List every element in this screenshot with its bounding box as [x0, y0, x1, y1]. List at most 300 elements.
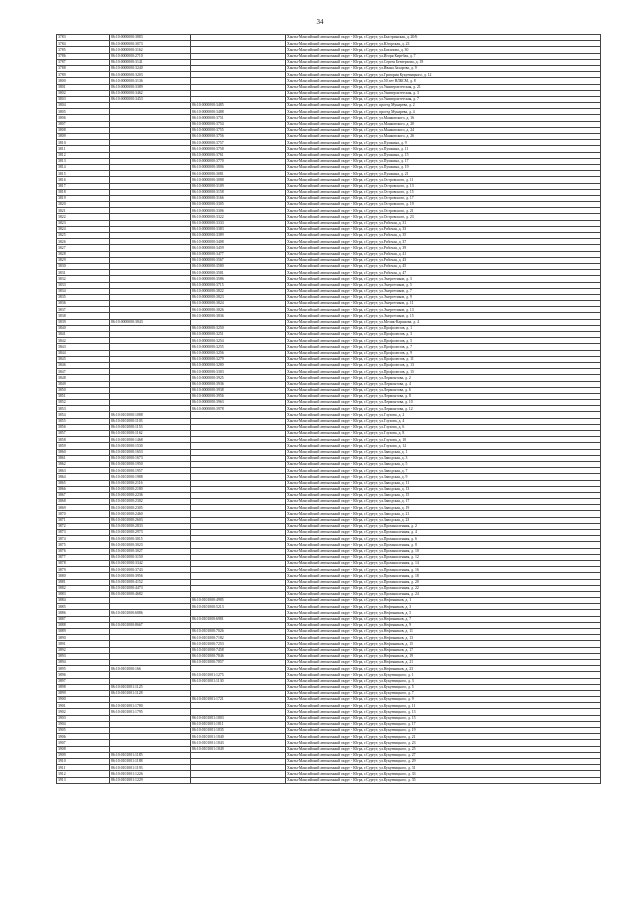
address-street: ул.Заводская, д. 19	[379, 505, 410, 510]
row-number-cell: 3893	[57, 653, 110, 659]
address-street: ул.Островского, д. 11	[379, 177, 414, 182]
address-prefix: Ханты-Мансийский автономный округ - Югра, г.Сургут,	[287, 746, 379, 751]
row-number-cell: 3880	[57, 573, 110, 579]
address-street: ул.Промышленная, д. 8	[379, 542, 417, 547]
cadastral-number-secondary-cell: 86:10:0000000:3109	[191, 183, 286, 189]
row-number-cell: 3886	[57, 610, 110, 616]
address-prefix: Ханты-Мансийский автономный округ - Югра, г.Сургут,	[287, 72, 379, 77]
address-street: ул.Пушкина, д. 19	[379, 165, 409, 170]
cadastral-number-secondary-cell: 86:10:0000000:3756	[191, 134, 286, 140]
cadastral-number-secondary-cell: 86:10:0000000:3754	[191, 121, 286, 127]
row-number-cell: 3812	[57, 152, 110, 158]
address-street: ул.Островского, д. 17	[379, 196, 414, 201]
address-prefix: Ханты-Мансийский автономный округ - Югра, г.Сургут,	[287, 462, 379, 467]
row-number-cell: 3879	[57, 567, 110, 573]
row-number-cell: 3912	[57, 771, 110, 777]
address-street: ул.Профсоюзов, д. 3	[379, 332, 413, 337]
address-street: ул.Кукуевицкого, д. 1	[379, 672, 414, 677]
address-street: ул.Лермонтова, д. 12	[379, 406, 413, 411]
cadastral-number-secondary-cell: 86:10:0000000:3251	[191, 332, 286, 338]
cadastral-number-secondary-cell: 86:10:0000000:3826	[191, 307, 286, 313]
address-street: проезд Мунарева, д. 4	[379, 109, 415, 114]
row-number-cell: 3845	[57, 356, 110, 362]
address-prefix: Ханты-Мансийский автономный округ - Югра, г.Сургут,	[287, 91, 379, 96]
row-number-cell: 3825	[57, 233, 110, 239]
address-street: ул.Бахилова, д. 30	[379, 47, 409, 52]
address-prefix: Ханты-Мансийский автономный округ - Югра, г.Сургут,	[287, 97, 379, 102]
address-prefix: Ханты-Мансийский автономный округ - Югра, г.Сургут,	[287, 759, 379, 764]
address-street: ул.Игоря Киртбая, д. 7	[379, 53, 416, 58]
row-number-cell: 3859	[57, 443, 110, 449]
address-street: ул.Университетская, д. 21	[379, 84, 421, 89]
cadastral-number-secondary-cell: 86:10:0000000:3389	[191, 233, 286, 239]
cadastral-number-cell: 86:10:0101001:1188	[110, 758, 191, 764]
row-number-cell: 3823	[57, 220, 110, 226]
cadastral-number-cell: 86:10:0101000:2180	[110, 486, 191, 492]
address-street: ул.Лермонтова, д. 10	[379, 400, 413, 405]
address-street: ул.Кукуевицкого, д. 15	[379, 716, 416, 721]
row-number-cell: 3909	[57, 752, 110, 758]
address-prefix: Ханты-Мансийский автономный округ - Югра, г.Сургут,	[287, 103, 379, 108]
row-number-cell: 3866	[57, 486, 110, 492]
address-prefix: Ханты-Мансийский автономный округ - Югра, г.Сургут,	[287, 449, 379, 454]
cadastral-number-cell: 86:10:0101001:1229	[110, 777, 191, 783]
row-number-cell: 3843	[57, 344, 110, 350]
cadastral-number-secondary-cell: 86:10:0000000:3158	[191, 189, 286, 195]
cadastral-number-cell: 86:10:0101000:4682	[110, 591, 191, 597]
cadastral-number-cell: 86:10:0101000:1673	[110, 455, 191, 461]
address-prefix: Ханты-Мансийский автономный округ - Югра, г.Сургут,	[287, 357, 379, 362]
address-prefix: Ханты-Мансийский автономный округ - Югра, г.Сургут,	[287, 258, 379, 263]
cadastral-number-cell: 86:10:0101000:1653	[110, 449, 191, 455]
address-street: ул.Кукуевицкого, д. 29	[379, 759, 416, 764]
address-prefix: Ханты-Мансийский автономный округ - Югра, г.Сургут,	[287, 84, 379, 89]
cadastral-number-secondary-cell: 86:10:0000000:3256	[191, 350, 286, 356]
register-table	[56, 34, 601, 784]
row-number-cell: 3837	[57, 307, 110, 313]
cadastral-number-secondary-cell: 86:10:0000000:3254	[191, 338, 286, 344]
row-number-cell: 3889	[57, 629, 110, 635]
row-number-cell: 3830	[57, 263, 110, 269]
row-number-cell: 3831	[57, 270, 110, 276]
cadastral-number-secondary-cell: 86:10:0101001:1843	[191, 740, 286, 746]
address-prefix: Ханты-Мансийский автономный округ - Югра, г.Сургут,	[287, 480, 379, 485]
address-street: ул.Рабочая, д. 35	[379, 233, 407, 238]
address-street: ул.Промышленная, д. 22	[379, 586, 419, 591]
address-prefix: Ханты-Мансийский автономный округ - Югра, г.Сургут,	[287, 666, 379, 671]
row-number-cell: 3787	[57, 59, 110, 65]
cadastral-number-cell: 86:10:0101000:1988	[110, 474, 191, 480]
row-number-cell: 3858	[57, 437, 110, 443]
address-street: ул.Рабочая, д. 47	[379, 270, 407, 275]
row-number-cell: 3877	[57, 554, 110, 560]
row-number-cell: 3898	[57, 684, 110, 690]
address-prefix: Ханты-Мансийский автономный округ - Югра, г.Сургут,	[287, 635, 379, 640]
cadastral-number-cell: 86:10:0000000:3240	[110, 65, 191, 71]
address-prefix: Ханты-Мансийский автономный округ - Югра, г.Сургут,	[287, 412, 379, 417]
address-prefix: Ханты-Мансийский автономный округ - Югра, г.Сургут,	[287, 239, 379, 244]
address-prefix: Ханты-Мансийский автономный округ - Югра, г.Сургут,	[287, 214, 379, 219]
address-prefix: Ханты-Мансийский автономный округ - Югра, г.Сургут,	[287, 505, 379, 510]
row-number-cell: 3856	[57, 424, 110, 430]
address-prefix: Ханты-Мансийский автономный округ - Югра, г.Сургут,	[287, 270, 379, 275]
address-prefix: Ханты-Мансийский автономный округ - Югра, г.Сургут,	[287, 190, 379, 195]
address-street: ул.Островского, д. 21	[379, 208, 414, 213]
address-prefix: Ханты-Мансийский автономный округ - Югра, г.Сургут,	[287, 678, 379, 683]
address-prefix: Ханты-Мансийский автономный округ - Югра, г.Сургут,	[287, 264, 379, 269]
cadastral-number-secondary-cell: 86:10:0101001:1721	[191, 697, 286, 703]
row-number-cell: 3875	[57, 542, 110, 548]
cadastral-number-secondary-cell: 86:10:0000000:3279	[191, 356, 286, 362]
row-number-cell: 3896	[57, 672, 110, 678]
address-prefix: Ханты-Мансийский автономный округ - Югра, г.Сургут,	[287, 604, 379, 609]
cadastral-number-secondary-cell: 86:10:0000000:3806	[191, 164, 286, 170]
address-street: ул.Кукуевицкого, д. 5	[379, 685, 414, 690]
address-street: ул.Профсоюзов, д. 15	[379, 369, 414, 374]
cadastral-number-cell: 86:10:0101001:1128	[110, 690, 191, 696]
address-prefix: Ханты-Мансийский автономный округ - Югра, г.Сургут,	[287, 691, 379, 696]
row-number-cell: 3783	[57, 35, 110, 41]
cadastral-number-cell: 86:10:0000000:3073	[110, 41, 191, 47]
row-number-cell: 3884	[57, 598, 110, 604]
cadastral-number-cell: 86:10:0101000:2302	[110, 499, 191, 505]
row-number-cell: 3855	[57, 418, 110, 424]
cadastral-number-secondary-cell: 86:10:0101000:7857	[191, 659, 286, 665]
address-prefix: Ханты-Мансийский автономный округ - Югра, г.Сургут,	[287, 586, 379, 591]
address-street: ул.Нефтяников, д. 5	[379, 610, 412, 615]
row-number-cell: 3865	[57, 480, 110, 486]
address-street: ул.Заводская, д. 23	[379, 518, 410, 523]
address-prefix: Ханты-Мансийский автономный округ - Югра, г.Сургут,	[287, 245, 379, 250]
address-street: ул.Кукуевицкого, д. 27	[379, 753, 416, 758]
cadastral-number-secondary-cell: 86:10:0000000:3322	[191, 214, 286, 220]
address-prefix: Ханты-Мансийский автономный округ - Югра, г.Сургут,	[287, 623, 379, 628]
row-number-cell: 3850	[57, 387, 110, 393]
address-street: ул.Глухова, д. 2	[379, 412, 405, 417]
address-prefix: Ханты-Мансийский автономный округ - Югра, г.Сургут,	[287, 381, 379, 386]
address-prefix: Ханты-Мансийский автономный округ - Югра, г.Сургут,	[287, 728, 379, 733]
cadastral-number-secondary-cell: 86:10:0000000:3303	[191, 369, 286, 375]
address-street: ул.Рабочая, д. 37	[379, 239, 407, 244]
row-number-cell: 3900	[57, 697, 110, 703]
address-street: ул.Глухова, д. 12	[379, 443, 407, 448]
table-row	[57, 777, 601, 783]
address-street: ул.Лермонтова, д. 8	[379, 394, 411, 399]
cadastral-number-cell: 86:10:0000000:3883	[110, 35, 191, 41]
address-street: ул.Заводская, д. 3	[379, 456, 408, 461]
row-number-cell: 3828	[57, 251, 110, 257]
row-number-cell: 3860	[57, 449, 110, 455]
row-number-cell: 3894	[57, 659, 110, 665]
address-street: ул.Рабочая, д. 41	[379, 251, 407, 256]
cadastral-number-cell: 86:10:0101000:2460	[110, 511, 191, 517]
cadastral-number-secondary-cell: 86:10:0000000:3459	[191, 245, 286, 251]
row-number-cell: 3842	[57, 338, 110, 344]
address-street: ул.Заводская, д. 9	[379, 474, 408, 479]
address-street: ул.Профсоюзов, д. 13	[379, 363, 414, 368]
cadastral-number-cell: 86:10:0101000:1957	[110, 468, 191, 474]
address-prefix: Ханты-Мансийский автономный округ - Югра, г.Сургут,	[287, 375, 379, 380]
address-prefix: Ханты-Мансийский автономный округ - Югра, г.Сургут,	[287, 709, 379, 714]
cadastral-number-secondary-cell: 86:10:0000000:3383	[191, 226, 286, 232]
row-number-cell: 3784	[57, 41, 110, 47]
row-number-cell: 3913	[57, 777, 110, 783]
cadastral-number-secondary-cell: 86:10:0000000:3823	[191, 294, 286, 300]
cadastral-number-cell: 86:10:0101000:6886	[110, 610, 191, 616]
address-prefix: Ханты-Мансийский автономный округ - Югра, г.Сургут,	[287, 400, 379, 405]
address-street: ул.Пушкина, д. 21	[379, 171, 409, 176]
row-number-cell: 3836	[57, 301, 110, 307]
address-street: ул.Университетская, д. 7	[379, 97, 419, 102]
cadastral-number-secondary-cell: 86:10:0101001:1835	[191, 728, 286, 734]
cadastral-number-secondary-cell: 86:10:0000000:3938	[191, 387, 286, 393]
row-number-cell: 3901	[57, 703, 110, 709]
address-street: ул.Энергетиков, д. 5	[379, 282, 412, 287]
address-street: ул.Кукуевицкого, д. 17	[379, 722, 416, 727]
address-prefix: Ханты-Мансийский автономный округ - Югра, г.Сургут,	[287, 128, 379, 133]
cadastral-number-cell: 86:10:0101000:2305	[110, 505, 191, 511]
cadastral-number-secondary-cell: 86:10:0000000:3255	[191, 344, 286, 350]
row-number-cell: 3820	[57, 202, 110, 208]
address-street: ул.Лермонтова, д. 4	[379, 381, 411, 386]
cadastral-number-secondary-cell: 86:10:0000000:3770	[191, 158, 286, 164]
cadastral-number-cell: 86:10:0000000:3843	[110, 319, 191, 325]
address-prefix: Ханты-Мансийский автономный округ - Югра, г.Сургут,	[287, 369, 379, 374]
address-street: ул.Островского, д. 19	[379, 202, 414, 207]
row-number-cell: 3851	[57, 393, 110, 399]
cadastral-number-secondary-cell: 86:10:0000000:3956	[191, 393, 286, 399]
address-prefix: Ханты-Мансийский автономный округ - Югра, г.Сургут,	[287, 419, 379, 424]
address-street: ул.Нефтяников, д. 23	[379, 666, 414, 671]
row-number-cell: 3867	[57, 492, 110, 498]
cadastral-number-secondary-cell: 86:10:0101000:7458	[191, 647, 286, 653]
address-prefix: Ханты-Мансийский автономный округ - Югра, г.Сургут,	[287, 716, 379, 721]
address-prefix: Ханты-Мансийский автономный округ - Югра, г.Сургут,	[287, 548, 379, 553]
cadastral-number-secondary-cell: 86:10:0000000:3250	[191, 325, 286, 331]
cadastral-number-cell: 86:10:0000000:3462	[110, 90, 191, 96]
cadastral-number-cell: 86:10:0101000:166	[110, 666, 191, 672]
row-number-cell: 3804	[57, 103, 110, 109]
address-street: ул.Пушкина, д. 11	[379, 146, 409, 151]
address-street: ул.Кукуевицкого, д. 3	[379, 678, 414, 683]
address-street: ул.Сергея Безверхова, д. 18	[379, 60, 424, 65]
address-street: ул.Кукуевицкого, д. 31	[379, 765, 416, 770]
cadastral-number-secondary-cell: 86:10:0000000:3580	[191, 263, 286, 269]
row-number-cell: 3813	[57, 158, 110, 164]
address-street: ул.Кукуевицкого, д. 35	[379, 777, 416, 782]
cadastral-number-secondary-cell: 86:10:0101001:1849	[191, 746, 286, 752]
address-prefix: Ханты-Мансийский автономный округ - Югра, г.Сургут,	[287, 66, 379, 71]
row-number-cell: 3800	[57, 78, 110, 84]
cadastral-number-cell: 86:10:0000000:3389	[110, 84, 191, 90]
address-prefix: Ханты-Мансийский автономный округ - Югра, г.Сургут,	[287, 437, 379, 442]
row-number-cell: 3852	[57, 400, 110, 406]
cadastral-number-cell: 86:10:0101001:1193	[110, 765, 191, 771]
row-number-cell: 3861	[57, 455, 110, 461]
address-street: ул.Кукуевицкого, д. 7	[379, 691, 414, 696]
row-number-cell: 3868	[57, 499, 110, 505]
page-number: 34	[316, 18, 324, 26]
cadastral-number-cell: 86:10:0101000:3015	[110, 536, 191, 542]
address-prefix: Ханты-Мансийский автономный округ - Югра, г.Сургут,	[287, 301, 379, 306]
address-prefix: Ханты-Мансийский автономный округ - Югра, г.Сургут,	[287, 536, 379, 541]
address-street: ул.Заводская, д. 17	[379, 499, 410, 504]
row-number-cell: 3841	[57, 332, 110, 338]
address-street: ул.Заводская, д. 5	[379, 462, 408, 467]
address-prefix: Ханты-Мансийский автономный округ - Югра, г.Сургут,	[287, 567, 379, 572]
address-street: ул.Университетская, д. 3	[379, 91, 419, 96]
row-number-cell: 3871	[57, 517, 110, 523]
cadastral-number-secondary-cell	[191, 777, 286, 783]
row-number-cell: 3808	[57, 127, 110, 133]
cadastral-number-secondary-cell: 86:10:0000000:3822	[191, 288, 286, 294]
address-street: ул.Рабочая, д. 43	[379, 258, 407, 263]
address-street: ул.Профсоюзов, д. 1	[379, 326, 413, 331]
address-street: ул.Маяковского, д. 16	[379, 115, 415, 120]
cadastral-number-secondary-cell: 86:10:0000000:3088	[191, 177, 286, 183]
row-number-cell: 3910	[57, 758, 110, 764]
address-street: ул.Промышленная, д. 24	[379, 592, 419, 597]
cadastral-number-secondary-cell: 86:10:0000000:3166	[191, 195, 286, 201]
address-street: ул.Нефтяников, д. 1	[379, 598, 412, 603]
cadastral-number-secondary-cell: 86:10:0000000:3936	[191, 381, 286, 387]
address-prefix: Ханты-Мансийский автономный округ - Югра, г.Сургут,	[287, 134, 379, 139]
row-number-cell: 3897	[57, 678, 110, 684]
cadastral-number-cell: 86:10:0000000:3453	[110, 96, 191, 102]
address-street: ул.Нефтяников, д. 19	[379, 654, 414, 659]
address-prefix: Ханты-Мансийский автономный округ - Югра, г.Сургут,	[287, 579, 379, 584]
address-prefix: Ханты-Мансийский автономный округ - Югра, г.Сургут,	[287, 524, 379, 529]
row-number-cell: 3816	[57, 177, 110, 183]
row-number-cell: 3814	[57, 164, 110, 170]
row-number-cell: 3892	[57, 647, 110, 653]
address-prefix: Ханты-Мансийский автономный округ - Югра, г.Сургут,	[287, 499, 379, 504]
cadastral-number-secondary-cell: 86:10:0000000:3925	[191, 375, 286, 381]
cadastral-number-secondary-cell: 86:10:0000000:3581	[191, 270, 286, 276]
address-street: ул.Кукуевицкого, д. 13	[379, 709, 416, 714]
address-prefix: Ханты-Мансийский автономный округ - Югра, г.Сургут,	[287, 41, 379, 46]
row-number-cell: 3844	[57, 350, 110, 356]
cadastral-number-cell: 86:10:0000000:3162	[110, 47, 191, 53]
address-street: ул.Островского, д. 23	[379, 214, 414, 219]
row-number-cell: 3870	[57, 511, 110, 517]
address-prefix: Ханты-Мансийский автономный округ - Югра, г.Сургут,	[287, 227, 379, 232]
row-number-cell: 3899	[57, 690, 110, 696]
address-street: ул.Нефтяников, д. 15	[379, 641, 414, 646]
cadastral-number-secondary-cell: 86:10:0000000:3586	[191, 276, 286, 282]
address-street: ул.Кукуевицкого, д. 25	[379, 746, 416, 751]
address-prefix: Ханты-Мансийский автономный округ - Югра, г.Сургут,	[287, 654, 379, 659]
row-number-cell: 3876	[57, 548, 110, 554]
address-street: ул.Югорская, д. 23	[379, 41, 410, 46]
address-prefix: Ханты-Мансийский автономный округ - Югра, г.Сургут,	[287, 177, 379, 182]
address-street: ул.Глухова, д. 8	[379, 431, 405, 436]
row-number-cell: 3888	[57, 622, 110, 628]
row-number-cell: 3803	[57, 96, 110, 102]
row-number-cell: 3890	[57, 635, 110, 641]
address-street: ул.Энергетиков, д. 7	[379, 289, 412, 294]
cadastral-number-cell: 86:10:0101000:1153	[110, 424, 191, 430]
cadastral-number-secondary-cell: 86:10:0101001:1130	[191, 678, 286, 684]
address-street: ул.Профсоюзов, д. 5	[379, 338, 413, 343]
address-prefix: Ханты-Мансийский автономный округ - Югра, г.Сургут,	[287, 183, 379, 188]
row-number-cell: 3878	[57, 560, 110, 566]
address-street: ул.Профсоюзов, д. 11	[379, 357, 414, 362]
cadastral-number-cell: 86:10:0101000:1468	[110, 437, 191, 443]
cadastral-number-cell: 86:10:0101000:2603	[110, 517, 191, 523]
address-street: ул.Григория Кукуевицкого, д. 12	[379, 72, 432, 77]
cadastral-number-cell: 86:10:0101001:1226	[110, 771, 191, 777]
address-street: ул.Заводская, д. 1	[379, 449, 408, 454]
row-number-cell: 3786	[57, 53, 110, 59]
address-street: ул.Островского, д. 13	[379, 183, 414, 188]
address-street: ул.Промышленная, д. 16	[379, 567, 419, 572]
address-prefix: Ханты-Мансийский автономный округ - Югра, г.Сургут,	[287, 344, 379, 349]
cadastral-number-cell: 86:10:0101000:3027	[110, 548, 191, 554]
address-prefix: Ханты-Мансийский автономный округ - Югра, г.Сургут,	[287, 295, 379, 300]
address-prefix: Ханты-Мансийский автономный округ - Югра, г.Сургут,	[287, 313, 379, 318]
row-number-cell: 3908	[57, 746, 110, 752]
cadastral-number-secondary-cell: 86:10:0000000:3715	[191, 282, 286, 288]
row-number-cell: 3854	[57, 412, 110, 418]
address-prefix: Ханты-Мансийский автономный округ - Югра, г.Сургут,	[287, 332, 379, 337]
address-prefix: Ханты-Мансийский автономный округ - Югра, г.Сургут,	[287, 765, 379, 770]
address-street: ул.Промышленная, д. 10	[379, 548, 419, 553]
row-number-cell: 3839	[57, 319, 110, 325]
address-prefix: Ханты-Мансийский автономный округ - Югра, г.Сургут,	[287, 641, 379, 646]
address-street: ул.Нефтяников, д. 17	[379, 647, 414, 652]
address-street: ул.Маяковского, д. 26	[379, 134, 415, 139]
cadastral-number-cell: 86:10:0101000:3023	[110, 542, 191, 548]
address-street: ул.Промышленная, д. 14	[379, 561, 419, 566]
cadastral-number-secondary-cell: 86:10:0000000:3758	[191, 146, 286, 152]
row-number-cell: 3887	[57, 616, 110, 622]
cadastral-number-secondary-cell: 86:10:0101001:1811	[191, 721, 286, 727]
cadastral-number-secondary-cell: 86:10:0101000:5213	[191, 604, 286, 610]
row-number-cell: 3802	[57, 90, 110, 96]
address-street: ул.Кукуевицкого, д. 19	[379, 728, 416, 733]
row-number-cell: 3864	[57, 474, 110, 480]
address-prefix: Ханты-Мансийский автономный округ - Югра, г.Сургут,	[287, 140, 379, 145]
address-street: ул.Лермонтова, д. 2	[379, 375, 411, 380]
address-prefix: Ханты-Мансийский автономный округ - Югра, г.Сургут,	[287, 561, 379, 566]
address-street: ул.Заводская, д. 15	[379, 493, 410, 498]
row-number-cell: 3811	[57, 146, 110, 152]
row-number-cell: 3801	[57, 84, 110, 90]
address-prefix: Ханты-Мансийский автономный округ - Югра, г.Сургут,	[287, 47, 379, 52]
address-prefix: Ханты-Мансийский автономный округ - Югра, г.Сургут,	[287, 60, 379, 65]
cadastral-number-secondary-cell: 86:10:0101000:7253	[191, 641, 286, 647]
row-number-cell: 3891	[57, 641, 110, 647]
row-number-cell: 3902	[57, 709, 110, 715]
address-street: ул.Кукуевицкого, д. 33	[379, 771, 416, 776]
row-number-cell: 3847	[57, 369, 110, 375]
address-street: ул.Глухова, д. 4	[379, 419, 405, 424]
address-street: ул.Нефтяников, д. 3	[379, 604, 412, 609]
row-number-cell: 3785	[57, 47, 110, 53]
address-street: ул.Энергетиков, д. 11	[379, 301, 414, 306]
address-prefix: Ханты-Мансийский автономный округ - Югра, г.Сургут,	[287, 35, 379, 40]
address-prefix: Ханты-Мансийский автономный округ - Югра, г.Сургут,	[287, 165, 379, 170]
row-number-cell: 3829	[57, 257, 110, 263]
address-prefix: Ханты-Мансийский автономный округ - Югра, г.Сургут,	[287, 326, 379, 331]
cadastral-number-cell: 86:10:0101001:1780	[110, 703, 191, 709]
address-street: ул.Пушкина, д. 9	[379, 140, 407, 145]
address-prefix: Ханты-Мансийский автономный округ - Югра, г.Сургут,	[287, 468, 379, 473]
address-prefix: Ханты-Мансийский автономный округ - Югра, г.Сургут,	[287, 456, 379, 461]
cadastral-number-cell: 86:10:0101000:4473	[110, 585, 191, 591]
address-street: ул.Кукуевицкого, д. 23	[379, 740, 416, 745]
